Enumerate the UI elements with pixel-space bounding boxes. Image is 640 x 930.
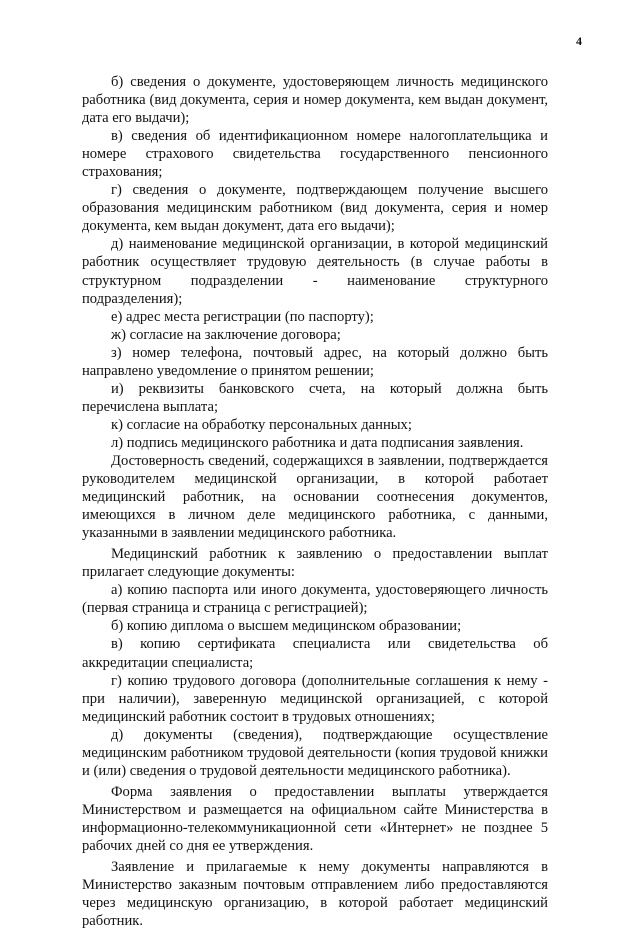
paragraph-submission: Заявление и прилагаемые к нему документы направляются в Министерство заказным почтовым отправлением либо предоставляются через медицинскую организацию, в которой работает медицинский работник. (82, 859, 548, 930)
paragraph-attachments-intro: Медицинский работник к заявлению о предоставлении выплат прилагает следующие документы: (82, 546, 548, 581)
paragraph-z-contact: з) номер телефона, почтовый адрес, на который должно быть направлено уведомление о принятом решении; (82, 344, 548, 379)
paragraph-v-certificate: в) копию сертификата специалиста или свидетельства об аккредитации специалиста; (82, 636, 548, 671)
paragraph-d-organization: д) наименование медицинской организации, в которой медицинский работник осуществляет трудовую деятельность (в случае работы в структурном подразделении - наименование структурного подразделения); (82, 236, 548, 307)
paragraph-d-labor-records: д) документы (сведения), подтверждающие осуществление медицинским работником трудовой деятельности (копия трудовой книжки и (или) сведения о трудовой деятельности медицинского работника). (82, 726, 548, 779)
paragraph-g-education: г) сведения о документе, подтверждающем получение высшего образования медицинским работником (вид документа, серия и номер документа, кем выдан документ, дата его выдачи); (82, 182, 548, 235)
paragraph-i-bank: и) реквизиты банковского счета, на который должна быть перечислена выплата; (82, 380, 548, 415)
paragraph-g-labor-contract: г) копию трудового договора (дополнительные соглашения к нему - при наличии), заверенную медицинской организацией, с которой медицинский работник состоит в трудовых отношениях; (82, 672, 548, 725)
paragraph-verification: Достоверность сведений, содержащихся в заявлении, подтверждается руководителем медицинской организации, в которой работает медицинский работник, на основании соотнесения документов, имеющихся в личном деле медицинского работника, с данными, указанными в заявлении медицинского работника. (82, 452, 548, 542)
paragraph-zh-contract-consent: ж) согласие на заключение договора; (111, 326, 341, 343)
paragraph-a-passport: а) копию паспорта или иного документа, удостоверяющего личность (первая страница и страница с регистрацией); (82, 582, 548, 617)
page-number: 4 (576, 34, 582, 48)
paragraph-b-identity: б) сведения о документе, удостоверяющем личность медицинского работника (вид документа, серия и номер документа, кем выдан документ, дата его выдачи); (82, 74, 548, 127)
paragraph-v-tax-id: в) сведения об идентификационном номере налогоплательщика и номере страхового свидетельства государственного пенсионного страхования; (82, 128, 548, 181)
paragraph-b-diploma: б) копию диплома о высшем медицинском образовании; (111, 618, 462, 635)
paragraph-form-approval: Форма заявления о предоставлении выплаты утверждается Министерством и размещается на официальном сайте Министерства в информационно-телекоммуникационной сети «Интернет» не позднее 5 рабочих дней со дня ее утверждения. (82, 783, 548, 854)
document-body (82, 73, 548, 930)
paragraph-l-signature: л) подпись медицинского работника и дата подписания заявления. (111, 434, 524, 451)
paragraph-k-data-consent: к) согласие на обработку персональных данных; (111, 416, 412, 433)
paragraph-e-address: е) адрес места регистрации (по паспорту); (111, 308, 374, 325)
